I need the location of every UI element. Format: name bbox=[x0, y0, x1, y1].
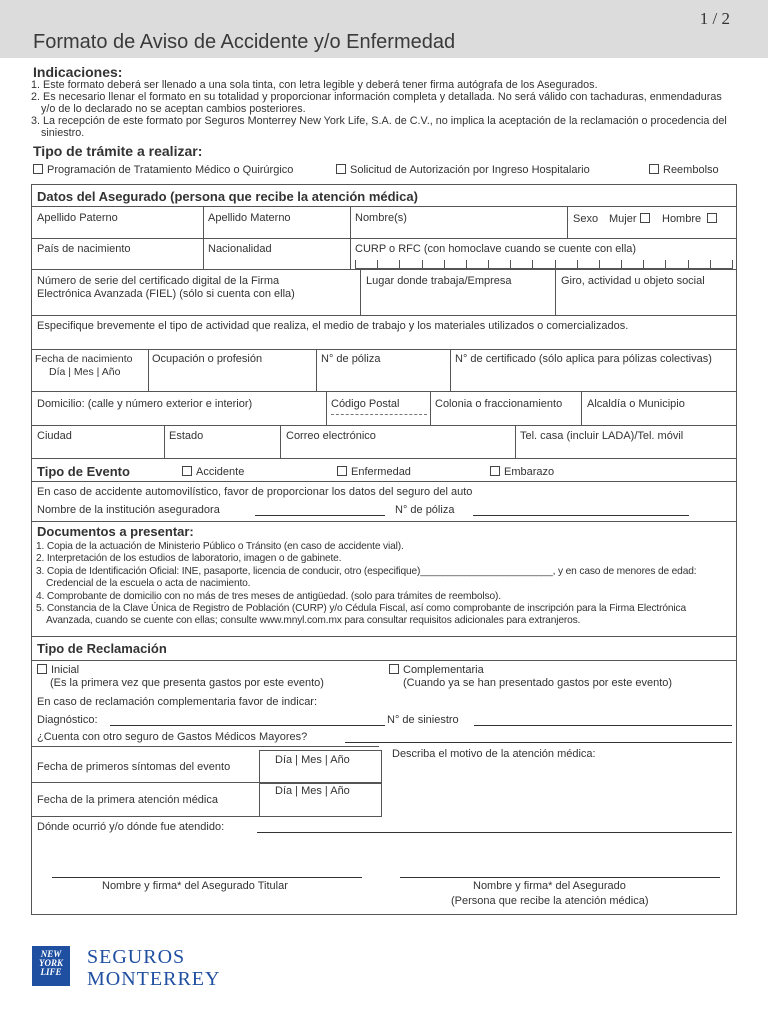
auto-note: En caso de accidente automovilístico, favor de proporcionar los datos del seguro del auto bbox=[37, 486, 473, 498]
firma-asegurado-note: (Persona que recibe la atención médica) bbox=[451, 895, 649, 907]
fiel-field[interactable]: Número de serie del certificado digital de la Firma Electrónica Avanzada (FIEL) (sólo si cuenta con ella) bbox=[37, 275, 295, 300]
motivo-field[interactable]: Describa el motivo de la atención médica: bbox=[392, 748, 596, 760]
tramite-option-ingreso[interactable]: Solicitud de Autorización por Ingreso Hospitalario bbox=[336, 164, 590, 176]
firma-titular-line[interactable] bbox=[52, 877, 362, 878]
indicacion-item: 2. Es necesario llenar el formato en su totalidad y proporcionar información completa y detallada. No será válido con tachaduras, enmendaduras y/o de lo declarado no se aceptan cambios posteriores. bbox=[31, 91, 722, 115]
documento-item: 4. Comprobante de domicilio con no más de tres meses de antigüedad. (solo para trámites de reembolso). bbox=[36, 590, 501, 602]
domicilio-field[interactable]: Domicilio: (calle y número exterior e interior) bbox=[37, 398, 253, 410]
ocupacion-field[interactable]: Ocupación o profesión bbox=[152, 353, 263, 365]
firma-asegurado-label: Nombre y firma* del Asegurado bbox=[473, 880, 626, 892]
hombre-option[interactable]: Hombre bbox=[662, 213, 721, 226]
evento-heading: Tipo de Evento bbox=[37, 464, 130, 479]
claim-form bbox=[31, 184, 737, 915]
checkbox[interactable] bbox=[490, 466, 500, 476]
alcaldia-field[interactable]: Alcaldía o Municipio bbox=[587, 398, 685, 410]
donde-line[interactable] bbox=[257, 832, 732, 833]
compl-indicar: En caso de reclamación complementaria favor de indicar: bbox=[37, 696, 318, 708]
inicial-note: (Es la primera vez que presenta gastos por este evento) bbox=[50, 677, 324, 689]
pais-field[interactable]: País de nacimiento bbox=[37, 243, 131, 255]
page-number: 1 / 2 bbox=[699, 9, 730, 28]
checkbox[interactable] bbox=[37, 664, 47, 674]
telefono-field[interactable]: Tel. casa (incluir LADA)/Tel. móvil bbox=[520, 430, 684, 442]
lugar-trabajo-field[interactable]: Lugar donde trabaja/Empresa bbox=[366, 275, 512, 287]
page-title: Formato de Aviso de Accidente y/o Enfermedad bbox=[33, 31, 456, 53]
checkbox[interactable] bbox=[649, 164, 659, 174]
curp-tick bbox=[732, 260, 733, 269]
diagnostico-line[interactable] bbox=[110, 725, 385, 726]
giro-field[interactable]: Giro, actividad u objeto social bbox=[561, 275, 705, 287]
checkbox[interactable] bbox=[182, 466, 192, 476]
checkbox[interactable] bbox=[336, 164, 346, 174]
fecha-format: Día | Mes | Año bbox=[275, 754, 350, 766]
complementaria-note: (Cuando ya se han presentado gastos por este evento) bbox=[403, 677, 673, 689]
documentos-list bbox=[36, 541, 732, 628]
codigo-postal-field[interactable]: Código Postal bbox=[331, 398, 400, 410]
certificado-field[interactable]: N° de certificado (sólo aplica para pólizas colectivas) bbox=[455, 353, 712, 365]
auto-poliza-line[interactable] bbox=[473, 515, 689, 516]
documentos-heading: Documentos a presentar: bbox=[37, 524, 194, 539]
checkbox[interactable] bbox=[640, 213, 650, 223]
documento-item: 2. Interpretación de los estudios de laboratorio, imagen o de gabinete. bbox=[36, 553, 342, 565]
institucion-label: Nombre de la institución aseguradora bbox=[37, 504, 220, 516]
mujer-option[interactable]: Mujer bbox=[609, 213, 654, 226]
fecha-nac-format[interactable]: Día | Mes | Año bbox=[49, 366, 121, 378]
primera-atencion-label: Fecha de la primera atención médica bbox=[37, 794, 218, 806]
logo-wordmark: SEGUROS MONTERREY bbox=[87, 946, 221, 990]
indicacion-item: 1. Este formato deberá ser llenado a una sola tinta, con letra legible y deberá tener firma autógrafa de los Asegurados. bbox=[31, 79, 598, 91]
evento-accidente[interactable]: Accidente bbox=[182, 466, 244, 479]
evento-embarazo[interactable]: Embarazo bbox=[490, 466, 554, 479]
estado-field[interactable]: Estado bbox=[169, 430, 204, 442]
apellido-paterno-field[interactable]: Apellido Paterno bbox=[37, 212, 118, 224]
primeros-sintomas-label: Fecha de primeros síntomas del evento bbox=[37, 761, 231, 773]
poliza-field[interactable]: N° de póliza bbox=[321, 353, 381, 365]
curp-field[interactable]: CURP o RFC (con homoclave cuando se cuente con ella) bbox=[355, 243, 637, 255]
documento-item: 1. Copia de la actuación de Ministerio Público o Tránsito (en caso de accidente vial). bbox=[36, 541, 404, 552]
auto-poliza-label: N° de póliza bbox=[395, 504, 455, 516]
curp-baseline bbox=[355, 268, 732, 269]
checkbox[interactable] bbox=[337, 466, 347, 476]
otro-seguro-line[interactable] bbox=[345, 742, 732, 743]
siniestro-line[interactable] bbox=[474, 725, 732, 726]
indicacion-item: 3. La recepción de este formato por Seguros Monterrey New York Life, S.A. de C.V., no implica la aceptación de la reclamación o procedencia del siniestro. bbox=[31, 115, 727, 139]
tramite-option-reembolso[interactable]: Reembolso bbox=[649, 164, 719, 176]
apellido-materno-field[interactable]: Apellido Materno bbox=[208, 212, 291, 224]
donde-label: Dónde ocurrió y/o dónde fue atendido: bbox=[37, 821, 225, 833]
checkbox[interactable] bbox=[707, 213, 717, 223]
reclamacion-inicial[interactable]: Inicial bbox=[37, 664, 79, 677]
diagnostico-label: Diagnóstico: bbox=[37, 714, 98, 726]
sexo-label: Sexo bbox=[573, 213, 599, 225]
fecha-nac-label: Fecha de nacimiento bbox=[35, 353, 133, 365]
correo-field[interactable]: Correo electrónico bbox=[286, 430, 376, 442]
evento-enfermedad[interactable]: Enfermedad bbox=[337, 466, 411, 479]
checkbox[interactable] bbox=[33, 164, 43, 174]
nombres-field[interactable]: Nombre(s) bbox=[355, 212, 407, 224]
fecha-format: Día | Mes | Año bbox=[275, 785, 350, 797]
reclamacion-complementaria[interactable]: Complementaria bbox=[389, 664, 484, 677]
institucion-line[interactable] bbox=[255, 515, 385, 516]
documento-item: 3. Copia de Identificación Oficial: INE, pasaporte, licencia de conducir, otro (especifique)________________________, y en caso de menores de edad: Credencial de la escuela o acta de nacimiento. bbox=[36, 565, 697, 590]
siniestro-label: N° de siniestro bbox=[387, 714, 459, 726]
firma-asegurado-line[interactable] bbox=[400, 877, 720, 878]
ciudad-field[interactable]: Ciudad bbox=[37, 430, 72, 442]
indicaciones-list bbox=[31, 79, 731, 139]
asegurado-heading: Datos del Asegurado (persona que recibe la atención médica) bbox=[37, 189, 418, 204]
colonia-field[interactable]: Colonia o fraccionamiento bbox=[435, 398, 563, 410]
documento-item: 5. Constancia de la Clave Única de Registro de Población (CURP) y/o Cédula Fiscal, así como comprobante de inscripción para la Firma Electrónica Avanzada, cuando se cuente con ellas; consulte www.mnyl.com.mx para consultar requisitos adicionales para extranjeros. bbox=[36, 603, 686, 627]
actividad-field[interactable]: Especifique brevemente el tipo de actividad que realiza, el medio de trabajo y los materiales utilizados o comercializados. bbox=[37, 320, 629, 332]
nacionalidad-field[interactable]: Nacionalidad bbox=[208, 243, 272, 255]
tramite-heading: Tipo de trámite a realizar: bbox=[33, 143, 203, 159]
tramite-option-tratamiento[interactable]: Programación de Tratamiento Médico o Quirúrgico bbox=[33, 164, 293, 176]
otro-seguro-label: ¿Cuenta con otro seguro de Gastos Médicos Mayores? bbox=[37, 731, 308, 743]
checkbox[interactable] bbox=[389, 664, 399, 674]
firma-titular-label: Nombre y firma* del Asegurado Titular bbox=[102, 880, 288, 892]
reclamacion-heading: Tipo de Reclamación bbox=[37, 641, 167, 656]
new-york-life-badge: NEW YORK LIFE bbox=[32, 946, 70, 986]
indicaciones-heading: Indicaciones: bbox=[33, 64, 123, 80]
